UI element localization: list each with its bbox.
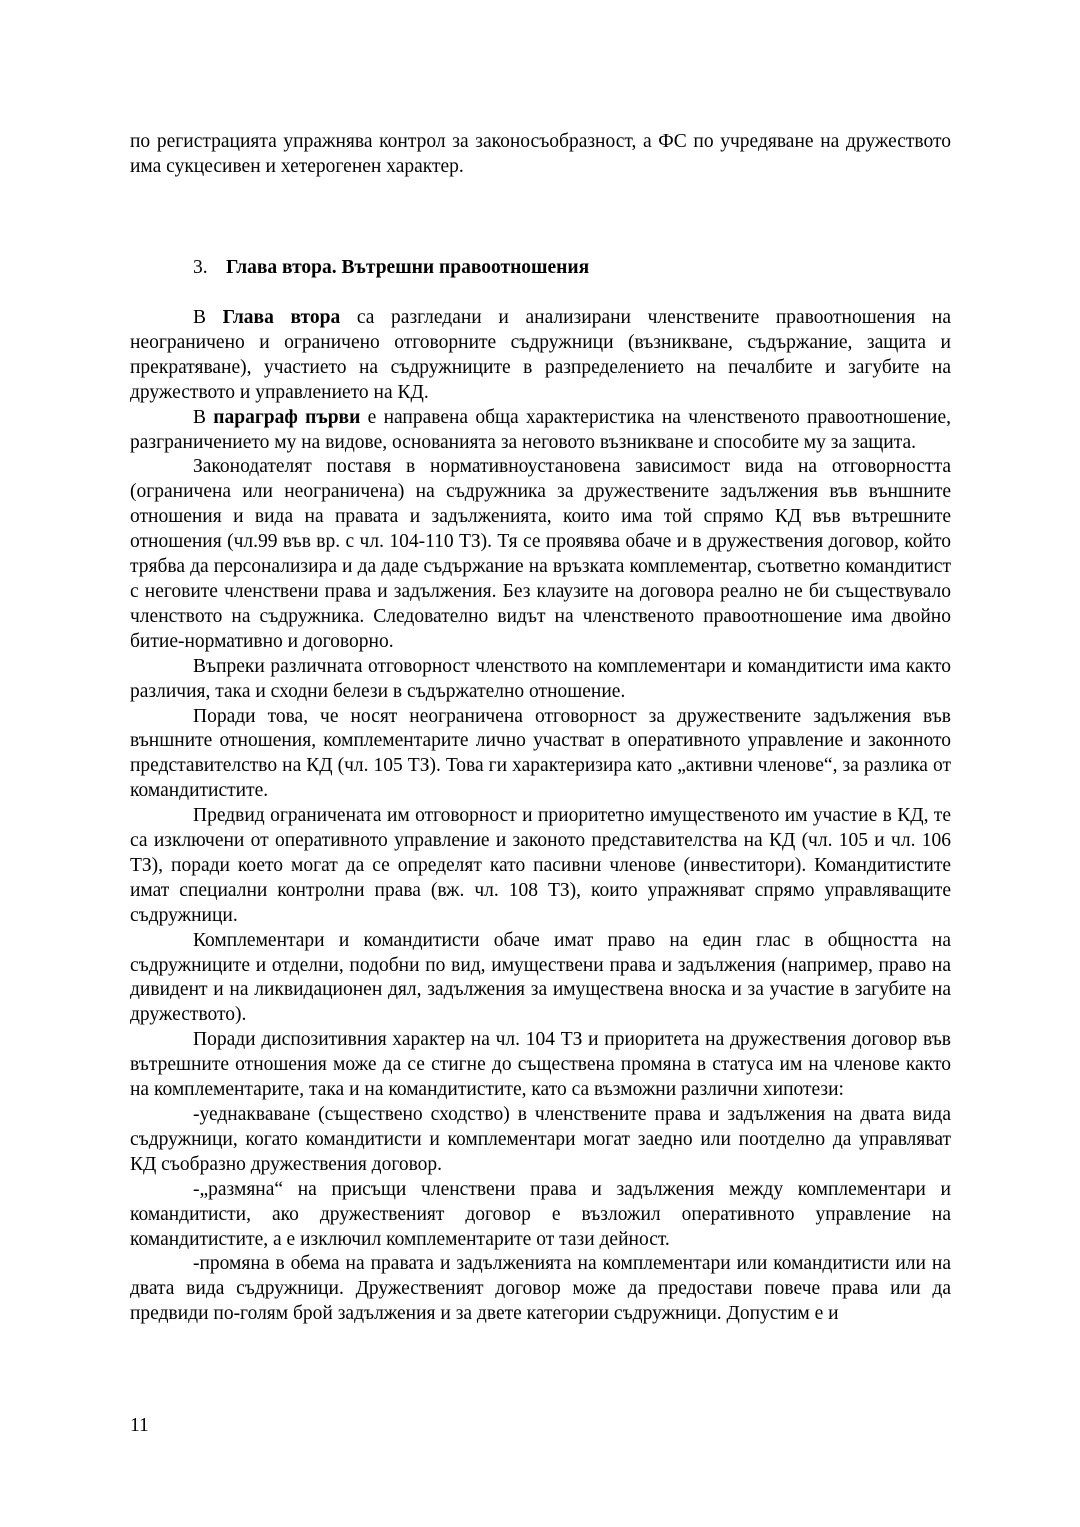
section-one-paragraph [130,406,951,456]
continuation-text [130,130,951,180]
section-one-rest: е направена обща характеристика на членственото правоотношение, разграничението му на видове, основанията за неговото възникване и способите му за защита. [130,406,951,453]
page-number: 11 [130,1415,149,1436]
paragraph: по регистрацията упражнява контрол за законосъобразност, а ФС по учредяване на дружеството има сукцесивен и хетерогенен характер. [130,131,951,177]
intro-bold: Глава втора [222,307,341,328]
body-text [130,306,951,1327]
paragraph: Поради това, че носят неограничена отговорност за дружествените задължения във външните отношения, комплементарите лично участват в оперативното управление и законното представителство на КД (чл. 105 ТЗ). Това ги характеризира като „активни членове“, за разлика от командитистите. [130,705,951,802]
paragraph: Поради диспозитивния характер на чл. 104 ТЗ и приоритета на дружествения договор във вътрешните отношения може да се стигне до съществена промяна в статуса им на членове както на комплементарите, така и на командитистите, като са възможни различни хипотези: [130,1029,951,1101]
paragraph: Законодателят поставя в нормативноустановена зависимост вида на отговорността (ограничена или неограничена) на съдружника за дружествените задължения във външните отношения и вида на правата и задълженията, които има той спрямо КД във вътрешните отношения (чл.99 във вр. с чл. 104-110 ТЗ). Тя се проявява обаче и в дружествения договор, който трябва да персонализира и да даде съдържание на връзката комплементар, съответно командитист с неговите членствени права и задължения. Без клаузите на договора реално не би съществувало членството на съдружника. Следователно видът на членственото правоотношение има двойно битие-нормативно и договорно. [130,456,951,652]
section-heading [193,256,589,281]
section-title: Глава втора. Вътрешни правоотношения [226,257,590,278]
section-number: 3. [193,257,208,278]
paragraph: -промяна в обема на правата и задълженията на комплементари или командитисти или на двата вида съдружници. Дружественият договор може да предостави повече права или да предвиди по-голям брой задължения и за двете категории съдружници. Допустим е и [130,1253,951,1325]
paragraph: Комплементари и командитисти обаче имат право на един глас в общността на съдружниците и отделни, подобни по вид, имуществени права и задължения (например, право на дивидент и на ликвидационен дял, задължения за имуществена вноска и за участие в загубите на дружеството). [130,929,951,1026]
intro-rest: са разгледани и анализирани членствените правоотношения на неограничено и ограничено отговорните съдружници (възникване, съдържание, защита и прекратяване), участието на съдружниците в разпределението на печалбите и загубите на дружеството и управлението на КД. [130,307,951,403]
paragraph: Въпреки различната отговорност членството на комплементари и командитисти има както различия, така и сходни белези в съдържателно отношение. [130,655,951,702]
section-one-lead: В [193,406,214,428]
intro-lead: В [193,307,223,328]
section-one-bold: параграф първи [213,406,361,428]
intro-paragraph [130,306,951,406]
paragraph: -уеднакваване (съществено сходство) в членствените права и задължения на двата вида съдружници, когато командитисти и комплементари могат заедно или поотделно да управляват КД съобразно дружествения договор. [130,1104,951,1175]
paragraph: Предвид ограничената им отговорност и приоритетно имущественото им участие в КД, те са изключени от оперативното управление и законото представителства на КД (чл. 105 и чл. 106 ТЗ), поради което могат да се определят като пасивни членове (инвеститори). Командитистите имат специални контролни права (вж. чл. 108 ТЗ), които упражняват спрямо управляващите съдружници. [130,805,951,926]
paragraph: -„размяна“ на присъщи членствени права и задължения между комплементари и командитисти, ако дружественият договор е възложил оперативното управление на командитистите, а е изключил комплементарите от тази дейност. [130,1178,951,1250]
